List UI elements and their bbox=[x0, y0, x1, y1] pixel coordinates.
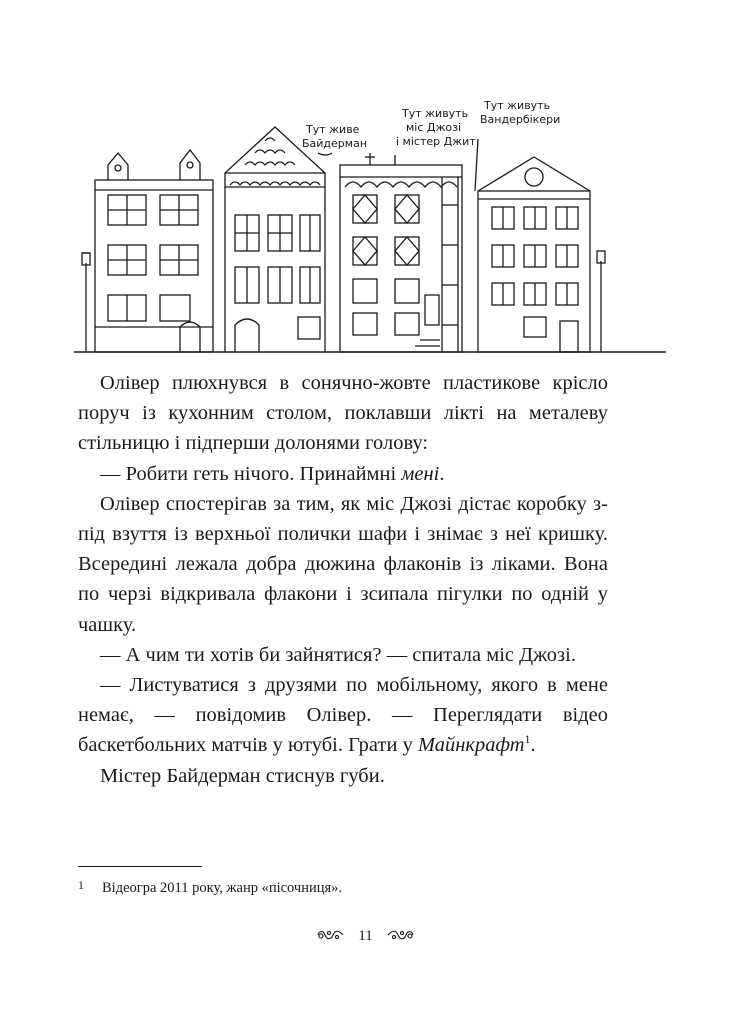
label-vanderbeekers-line1: Тут живуть bbox=[484, 99, 551, 112]
label-bayderman-line2: Байдерман bbox=[302, 137, 368, 150]
paragraph-1: Олівер плюхнувся в сонячно-жовте пластикове крісло поруч із кухонним столом, поклавши лікті на металеву стільницю і підперши долонями голову: bbox=[78, 372, 608, 455]
page-footer bbox=[0, 928, 731, 945]
paragraph-4: — А чим ти хотів би зайнятися? — спитала міс Джозі. bbox=[100, 643, 576, 666]
paragraph-3: Олівер спостерігав за тим, як міс Джозі дістає коробку з-під взуття із верхньої полички шафи і знімає з неї кришку. Всередині лежала добра дюжина флаконів із ліками. Вона по черзі відкривала флакони і зсипала пігулки по одній у чашку. bbox=[78, 492, 608, 636]
label-bayderman-line1: Тут живе bbox=[306, 123, 360, 136]
p2-text: — Робити геть нічого. Принаймні bbox=[100, 462, 402, 485]
paragraph-5 bbox=[78, 670, 608, 761]
p2-emphasis: мені bbox=[401, 462, 440, 485]
label-jozi-line2: міс Джозі bbox=[406, 121, 462, 134]
ornament-right-icon bbox=[386, 928, 416, 942]
p5-end: . bbox=[530, 734, 536, 757]
p5-text: — Листуватися з друзями по мобільному, якого в мене немає, — повідомив Олівер. — Переглядати відео баскетбольних матчів у ютубі. Грати у bbox=[78, 674, 608, 757]
footnote-mark: 1 bbox=[78, 878, 84, 892]
p5-emphasis: Майнкрафт bbox=[417, 734, 525, 757]
footnote bbox=[78, 876, 608, 897]
body-text bbox=[78, 368, 608, 791]
paragraph-6: Містер Байдерман стиснув губи. bbox=[100, 764, 385, 787]
label-jozi-line1: Тут живуть bbox=[402, 107, 469, 120]
footnote-text: Відеогра 2011 року, жанр «пісочниця». bbox=[102, 880, 343, 896]
ornament-left-icon bbox=[315, 928, 345, 942]
label-jozi-line3: і містер Джит bbox=[396, 135, 476, 148]
label-vanderbeekers-line2: Вандербікери bbox=[480, 113, 561, 126]
page-number: 11 bbox=[358, 928, 373, 944]
footnote-ref: 1 bbox=[524, 732, 531, 747]
paragraph-2 bbox=[78, 459, 608, 489]
footnote-divider bbox=[78, 866, 202, 867]
p2-end: . bbox=[439, 462, 445, 485]
houses-illustration bbox=[70, 95, 670, 360]
